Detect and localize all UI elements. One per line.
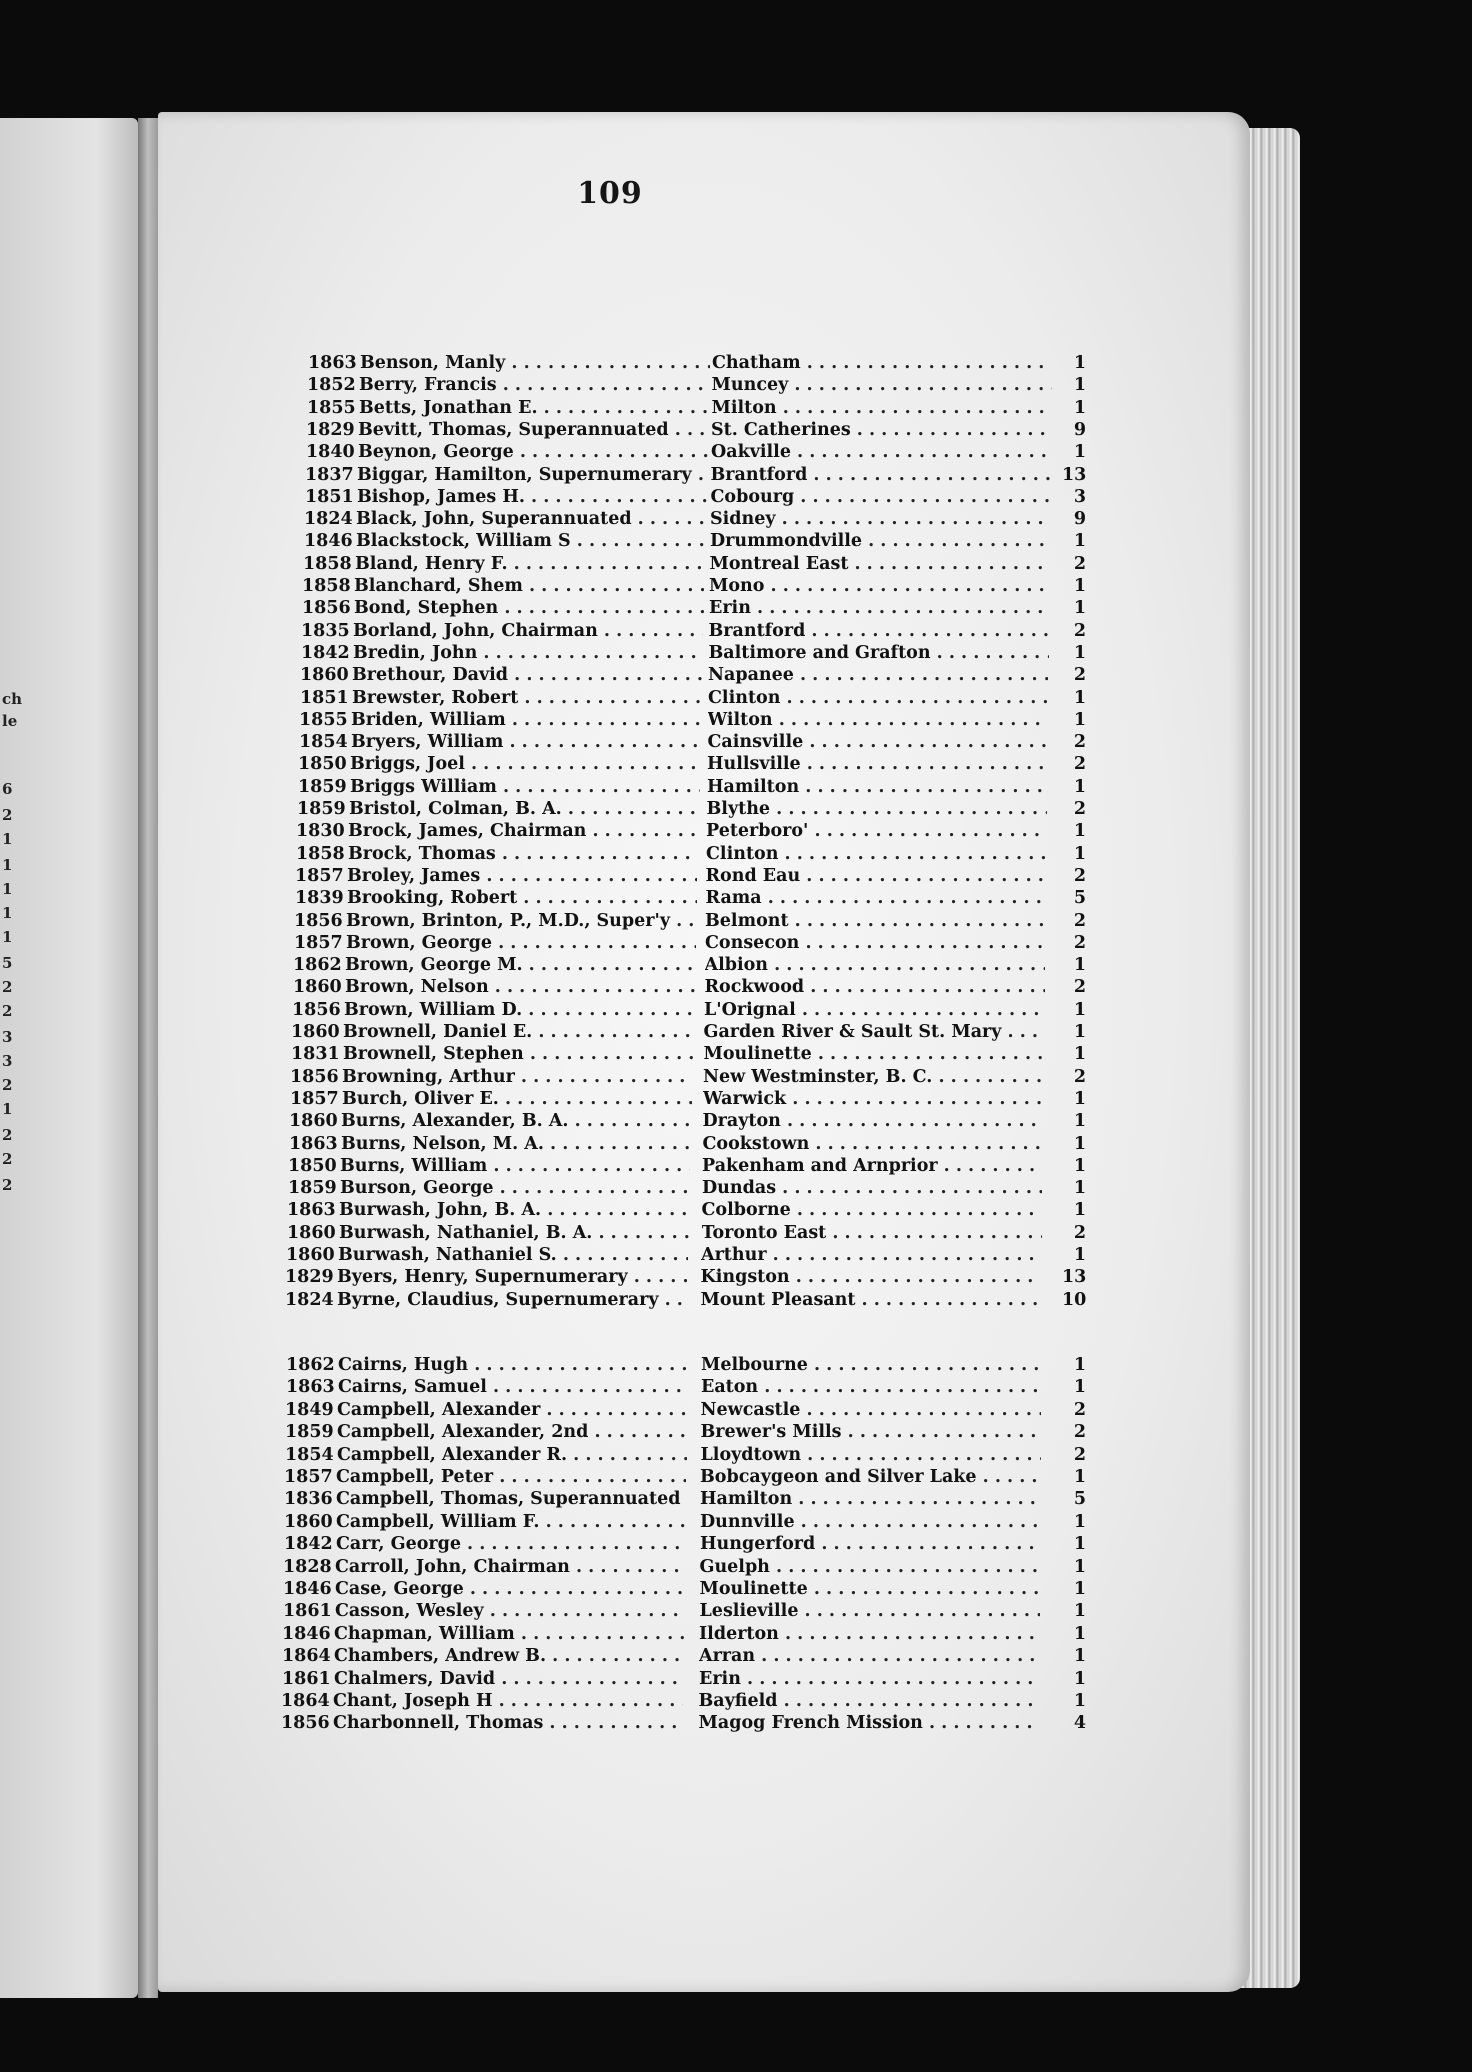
entry-name: Brooking, Robert . . . <box>347 887 697 909</box>
entry-name: Burch, Oliver E. . . . <box>342 1088 692 1110</box>
entry-place: Wilton . . . <box>708 709 1048 731</box>
entry-year: 1828 <box>283 1556 332 1577</box>
entry-year: 1863 <box>289 1133 338 1154</box>
entry-count: 2 <box>1073 620 1086 641</box>
entry-year: 1860 <box>291 1022 340 1042</box>
entry-name: Chalmers, David . . . <box>334 1668 684 1690</box>
entry-count: 10 <box>1062 1289 1086 1310</box>
entry-year: 1842 <box>284 1534 333 1555</box>
entry-place: Leslieville . . . <box>700 1600 1040 1622</box>
entry-year: 1850 <box>288 1155 337 1176</box>
entry-place: L'Orignal . . . <box>704 999 1044 1021</box>
entry-year: 1852 <box>307 375 356 396</box>
entry-name: Campbell, Thomas, Superannuated . . . <box>336 1488 686 1510</box>
entry-place: Garden River & Sault St. Mary . . . <box>704 1021 1044 1043</box>
entry-place: Rond Eau . . . <box>706 865 1046 887</box>
entry-year: 1851 <box>300 687 349 708</box>
entry-count: 1 <box>1073 353 1086 373</box>
entry-name: Chambers, Andrew B. . . . <box>334 1645 684 1667</box>
entry-count: 1 <box>1073 1355 1086 1375</box>
left-fragment: 2 <box>2 1002 13 1020</box>
entry-name: Briden, William . . . <box>351 709 701 731</box>
entry-name: Campbell, Alexander, 2nd . . . <box>337 1421 687 1443</box>
book-gutter <box>138 118 158 1998</box>
entry-name: Campbell, Alexander . . . <box>337 1399 687 1421</box>
entry-place: Dunnville . . . <box>700 1511 1040 1533</box>
entry-year: 1856 <box>294 910 343 931</box>
entry-place: Ilderton . . . <box>699 1623 1039 1645</box>
entry-place: Montreal East . . . <box>710 553 1050 575</box>
entry-place: Guelph . . . <box>700 1556 1040 1578</box>
entry-year: 1860 <box>293 977 342 998</box>
entry-count: 9 <box>1073 419 1086 440</box>
entry-place: Moulinette . . . <box>700 1578 1040 1600</box>
entry-name: Byrne, Claudius, Supernumerary . . . <box>337 1289 687 1311</box>
entry-year: 1842 <box>301 642 350 663</box>
entry-count: 1 <box>1073 531 1086 552</box>
entry-count: 1 <box>1073 1556 1086 1577</box>
entry-year: 1856 <box>281 1713 330 1734</box>
entry-count: 1 <box>1073 576 1086 596</box>
entry-place: Blythe . . . <box>707 798 1047 820</box>
entry-count: 5 <box>1073 1489 1086 1510</box>
entry-name: Cairns, Samuel . . . <box>338 1376 688 1398</box>
entry-year: 1859 <box>297 799 346 819</box>
entry-name: Bland, Henry F. . . . <box>355 553 705 575</box>
entry-place: Mono . . . <box>709 575 1049 597</box>
left-fragment: 2 <box>2 1150 13 1168</box>
entry-count: 1 <box>1073 442 1086 463</box>
entry-place: New Westminster, B. C. . . . <box>703 1066 1043 1088</box>
entry-place: Cobourg . . . <box>711 486 1051 508</box>
entry-place: Albion . . . <box>705 954 1045 976</box>
entry-name: Burwash, Nathaniel, B. A. . . . <box>339 1222 689 1244</box>
entry-count: 1 <box>1073 1200 1086 1221</box>
page-number: 109 <box>577 176 643 211</box>
entry-count: 3 <box>1073 486 1086 507</box>
entry-name: Beynon, George . . . <box>358 441 708 463</box>
entry-place: Muncey . . . <box>712 374 1052 396</box>
entry-name: Blackstock, William S . . . <box>356 530 706 552</box>
entry-place: Pakenham and Arnprior . . . <box>702 1155 1042 1177</box>
entry-name: Bredin, John . . . <box>353 642 703 664</box>
entry-count: 9 <box>1073 509 1086 530</box>
entry-count: 2 <box>1073 977 1086 998</box>
entry-count: 1 <box>1073 1178 1086 1199</box>
entry-name: Benson, Manly . . . <box>360 352 710 374</box>
entry-year: 1862 <box>293 955 342 976</box>
entry-place: St. Catherines . . . <box>711 419 1051 441</box>
entry-year: 1836 <box>284 1489 333 1510</box>
entry-year: 1824 <box>304 509 353 530</box>
entry-name: Briggs William . . . <box>350 776 700 798</box>
entry-name: Brown, George . . . <box>346 932 696 954</box>
entry-place: Baltimore and Grafton . . . <box>709 642 1049 664</box>
entry-name: Brown, George M. . . . <box>345 954 695 976</box>
entry-year: 1850 <box>298 754 347 775</box>
entry-place: Milton . . . <box>712 397 1052 419</box>
entry-count: 2 <box>1073 665 1086 686</box>
entry-place: Hamilton . . . <box>707 776 1047 798</box>
entry-year: 1860 <box>284 1511 333 1532</box>
entry-year: 1831 <box>291 1044 340 1065</box>
entry-count: 1 <box>1073 1623 1086 1644</box>
left-fragment: 2 <box>2 978 13 996</box>
entry-name: Cairns, Hugh . . . <box>338 1354 688 1376</box>
entry-place: Brantford . . . <box>709 620 1049 642</box>
entry-name: Black, John, Superannuated . . . <box>356 508 706 530</box>
entry-name: Chant, Joseph H . . . <box>333 1690 683 1712</box>
entry-count: 1 <box>1073 1088 1086 1109</box>
entry-count: 2 <box>1073 1444 1086 1465</box>
entry-count: 13 <box>1062 464 1086 485</box>
entry-year: 1856 <box>290 1066 339 1087</box>
entry-place: Consecon . . . <box>705 932 1045 954</box>
entry-name: Bryers, William . . . <box>351 731 701 753</box>
entry-year: 1857 <box>295 865 344 886</box>
entry-year: 1860 <box>289 1111 338 1132</box>
entry-place: Kingston . . . <box>701 1266 1041 1288</box>
entry-count: 2 <box>1073 799 1086 819</box>
entry-count: 1 <box>1073 397 1086 418</box>
entry-year: 1858 <box>303 553 352 574</box>
entry-year: 1858 <box>302 576 351 596</box>
entry-year: 1857 <box>294 932 343 953</box>
entry-place: Bayfield . . . <box>699 1690 1039 1712</box>
entry-year: 1864 <box>281 1691 330 1711</box>
entry-year: 1859 <box>298 776 347 797</box>
entry-place: Hungerford . . . <box>700 1533 1040 1555</box>
entry-count: 1 <box>1073 1155 1086 1176</box>
entry-year: 1859 <box>288 1178 337 1199</box>
entry-count: 2 <box>1073 1422 1086 1443</box>
entry-year: 1860 <box>300 665 349 686</box>
entry-count: 1 <box>1073 1044 1086 1065</box>
entry-name: Brethour, David . . . <box>352 664 702 686</box>
entry-count: 1 <box>1073 821 1086 842</box>
entry-count: 1 <box>1073 642 1086 663</box>
entry-year: 1830 <box>296 821 345 842</box>
left-fragment: 1 <box>2 880 13 898</box>
entry-year: 1858 <box>296 843 345 864</box>
entry-count: 1 <box>1073 1245 1086 1265</box>
entry-name: Betts, Jonathan E. . . . <box>359 397 709 419</box>
entry-name: Chapman, William . . . <box>334 1623 684 1645</box>
entry-place: Hullsville . . . <box>707 753 1047 775</box>
entry-count: 5 <box>1073 888 1086 909</box>
entry-count: 2 <box>1073 732 1086 753</box>
left-fragment: 6 <box>2 780 13 798</box>
left-fragment: 1 <box>2 928 13 946</box>
entry-year: 1856 <box>302 598 351 619</box>
left-fragment: 2 <box>2 1126 13 1144</box>
entry-name: Brownell, Stephen . . . <box>343 1043 693 1065</box>
entry-name: Campbell, Alexander R. . . . <box>337 1444 687 1466</box>
entry-count: 1 <box>1073 1691 1086 1711</box>
entry-year: 1839 <box>295 888 344 909</box>
entry-year: 1860 <box>286 1245 335 1265</box>
entry-place: Oakville . . . <box>711 441 1051 463</box>
entry-year: 1855 <box>299 709 348 730</box>
entry-name: Brock, Thomas . . . <box>348 843 698 865</box>
entry-count: 2 <box>1073 1066 1086 1087</box>
entry-place: Magog French Mission . . . <box>699 1712 1039 1734</box>
entry-year: 1859 <box>285 1422 334 1443</box>
entry-count: 2 <box>1073 910 1086 931</box>
entry-year: 1846 <box>304 531 353 552</box>
entry-year: 1861 <box>282 1668 331 1689</box>
entry-place: Toronto East . . . <box>702 1222 1042 1244</box>
entry-year: 1863 <box>287 1200 336 1221</box>
left-fragment: 1 <box>2 904 13 922</box>
entry-name: Casson, Wesley . . . <box>335 1600 685 1622</box>
entry-place: Erin . . . <box>709 597 1049 619</box>
entry-name: Burson, George . . . <box>340 1177 690 1199</box>
entry-count: 1 <box>1073 598 1086 619</box>
entry-year: 1829 <box>306 419 355 440</box>
entry-count: 4 <box>1073 1713 1086 1734</box>
entry-count: 2 <box>1073 932 1086 953</box>
entry-place: Newcastle . . . <box>701 1399 1041 1421</box>
entry-year: 1864 <box>282 1646 331 1667</box>
entry-count: 2 <box>1073 1222 1086 1243</box>
entry-name: Carroll, John, Chairman . . . <box>335 1556 685 1578</box>
entry-place: Drayton . . . <box>703 1110 1043 1132</box>
entry-count: 1 <box>1073 1646 1086 1667</box>
entry-name: Campbell, William F. . . . <box>336 1511 686 1533</box>
entry-name: Burns, Nelson, M. A. . . . <box>341 1133 691 1155</box>
entry-name: Brown, Nelson . . . <box>345 976 695 998</box>
entry-year: 1840 <box>306 442 355 463</box>
entry-year: 1856 <box>292 999 341 1020</box>
entry-count: 1 <box>1073 1467 1086 1487</box>
entry-year: 1837 <box>305 464 354 485</box>
entry-year: 1824 <box>285 1289 334 1310</box>
entry-name: Brown, Brinton, P., M.D., Super'y . . . <box>346 910 696 932</box>
entry-year: 1846 <box>283 1579 332 1599</box>
entry-name: Borland, John, Chairman . . . <box>353 620 703 642</box>
entry-year: 1854 <box>285 1444 334 1465</box>
entry-name: Campbell, Peter . . . <box>336 1466 686 1488</box>
entry-place: Melbourne . . . <box>701 1354 1041 1376</box>
entry-place: Napanee . . . <box>708 664 1048 686</box>
entry-year: 1846 <box>282 1623 331 1644</box>
entry-place: Dundas . . . <box>702 1177 1042 1199</box>
entry-year: 1854 <box>299 732 348 753</box>
entry-place: Chatham . . . <box>712 352 1052 374</box>
entry-name: Broley, James . . . <box>347 865 697 887</box>
entry-place: Brantford . . . <box>711 464 1051 486</box>
left-fragment: 5 <box>2 954 13 972</box>
entry-count: 1 <box>1073 999 1086 1020</box>
entry-count: 1 <box>1073 1111 1086 1132</box>
entry-name: Briggs, Joel . . . <box>350 753 700 775</box>
entry-count: 2 <box>1073 553 1086 574</box>
entry-name: Bristol, Colman, B. A. . . . <box>349 798 699 820</box>
entry-place: Rama . . . <box>706 887 1046 909</box>
entry-year: 1863 <box>286 1377 335 1398</box>
entry-name: Bond, Stephen . . . <box>354 597 704 619</box>
entry-count: 1 <box>1073 1377 1086 1398</box>
entry-year: 1862 <box>286 1355 335 1375</box>
left-fragment: le <box>2 712 18 730</box>
entry-place: Cainsville . . . <box>708 731 1048 753</box>
entry-name: Biggar, Hamilton, Supernumerary . . . <box>357 464 707 486</box>
entry-count: 1 <box>1073 843 1086 864</box>
entry-name: Charbonnell, Thomas . . . <box>333 1712 683 1734</box>
left-page-edge <box>0 118 138 1998</box>
entry-year: 1851 <box>305 486 354 507</box>
entry-year: 1857 <box>290 1088 339 1109</box>
entry-count: 13 <box>1062 1267 1086 1288</box>
entry-count: 2 <box>1073 1399 1086 1420</box>
entry-place: Eaton . . . <box>701 1376 1041 1398</box>
entry-place: Hamilton . . . <box>700 1488 1040 1510</box>
entry-name: Burns, William . . . <box>340 1155 690 1177</box>
left-fragment: ch <box>2 690 23 708</box>
entry-name: Byers, Henry, Supernumerary . . . <box>337 1266 687 1288</box>
left-fragment: 2 <box>2 1176 13 1194</box>
entry-place: Mount Pleasant . . . <box>701 1289 1041 1311</box>
entry-count: 2 <box>1073 754 1086 775</box>
entry-year: 1829 <box>285 1267 334 1288</box>
entry-count: 1 <box>1073 1668 1086 1689</box>
entry-name: Brock, James, Chairman . . . <box>348 820 698 842</box>
entry-year: 1857 <box>284 1467 333 1487</box>
entry-place: Rockwood . . . <box>705 976 1045 998</box>
entry-name: Blanchard, Shem . . . <box>354 575 704 597</box>
entry-place: Sidney . . . <box>710 508 1050 530</box>
entry-count: 1 <box>1073 1534 1086 1555</box>
left-fragment: 1 <box>2 1100 13 1118</box>
entry-name: Bishop, James H. . . . <box>357 486 707 508</box>
entry-place: Arthur . . . <box>701 1244 1041 1266</box>
left-fragment: 2 <box>2 806 13 824</box>
entry-name: Brown, William D. . . . <box>344 999 694 1021</box>
entry-place: Clinton . . . <box>706 843 1046 865</box>
entry-name: Burns, Alexander, B. A. . . . <box>341 1110 691 1132</box>
entry-place: Moulinette . . . <box>704 1043 1044 1065</box>
entry-name: Berry, Francis . . . <box>359 374 709 396</box>
entry-name: Browning, Arthur . . . <box>342 1066 692 1088</box>
entry-count: 1 <box>1073 1511 1086 1532</box>
entry-count: 1 <box>1073 1579 1086 1599</box>
entry-place: Arran . . . <box>699 1645 1039 1667</box>
entry-name: Burwash, John, B. A. . . . <box>339 1199 689 1221</box>
entry-name: Brewster, Robert . . . <box>352 687 702 709</box>
left-fragment: 1 <box>2 856 13 874</box>
entry-name: Brownell, Daniel E. . . . <box>343 1021 693 1043</box>
entry-count: 1 <box>1073 776 1086 797</box>
entry-place: Cookstown . . . <box>703 1133 1043 1155</box>
entry-place: Bobcaygeon and Silver Lake . . . <box>700 1466 1040 1488</box>
left-fragment: 3 <box>2 1028 13 1046</box>
entry-name: Case, George . . . <box>335 1578 685 1600</box>
entry-place: Warwick . . . <box>703 1088 1043 1110</box>
entry-year: 1835 <box>301 620 350 641</box>
entry-count: 1 <box>1073 375 1086 396</box>
entry-name: Burwash, Nathaniel S. . . . <box>338 1244 688 1266</box>
entry-place: Peterboro' . . . <box>706 820 1046 842</box>
entry-year: 1863 <box>308 353 357 373</box>
left-fragment: 2 <box>2 1076 13 1094</box>
entry-year: 1849 <box>285 1399 334 1420</box>
left-fragment: 3 <box>2 1052 13 1070</box>
entry-place: Erin . . . <box>699 1668 1039 1690</box>
entry-count: 1 <box>1073 955 1086 976</box>
entry-count: 1 <box>1073 1022 1086 1042</box>
entry-count: 1 <box>1073 1601 1086 1622</box>
entry-count: 1 <box>1073 709 1086 730</box>
entry-year: 1861 <box>283 1601 332 1622</box>
entry-place: Colborne . . . <box>702 1199 1042 1221</box>
entry-name: Carr, George . . . <box>336 1533 686 1555</box>
entry-year: 1860 <box>287 1222 336 1243</box>
entry-place: Drummondville . . . <box>710 530 1050 552</box>
entry-place: Clinton . . . <box>708 687 1048 709</box>
entry-year: 1855 <box>307 397 356 418</box>
entry-name: Bevitt, Thomas, Superannuated . . . <box>358 419 708 441</box>
entry-place: Lloydtown . . . <box>701 1444 1041 1466</box>
entry-count: 2 <box>1073 865 1086 886</box>
entry-place: Brewer's Mills . . . <box>701 1421 1041 1443</box>
left-fragment: 1 <box>2 830 13 848</box>
entry-count: 1 <box>1073 687 1086 708</box>
entry-count: 1 <box>1073 1133 1086 1154</box>
entry-place: Belmont . . . <box>705 910 1045 932</box>
